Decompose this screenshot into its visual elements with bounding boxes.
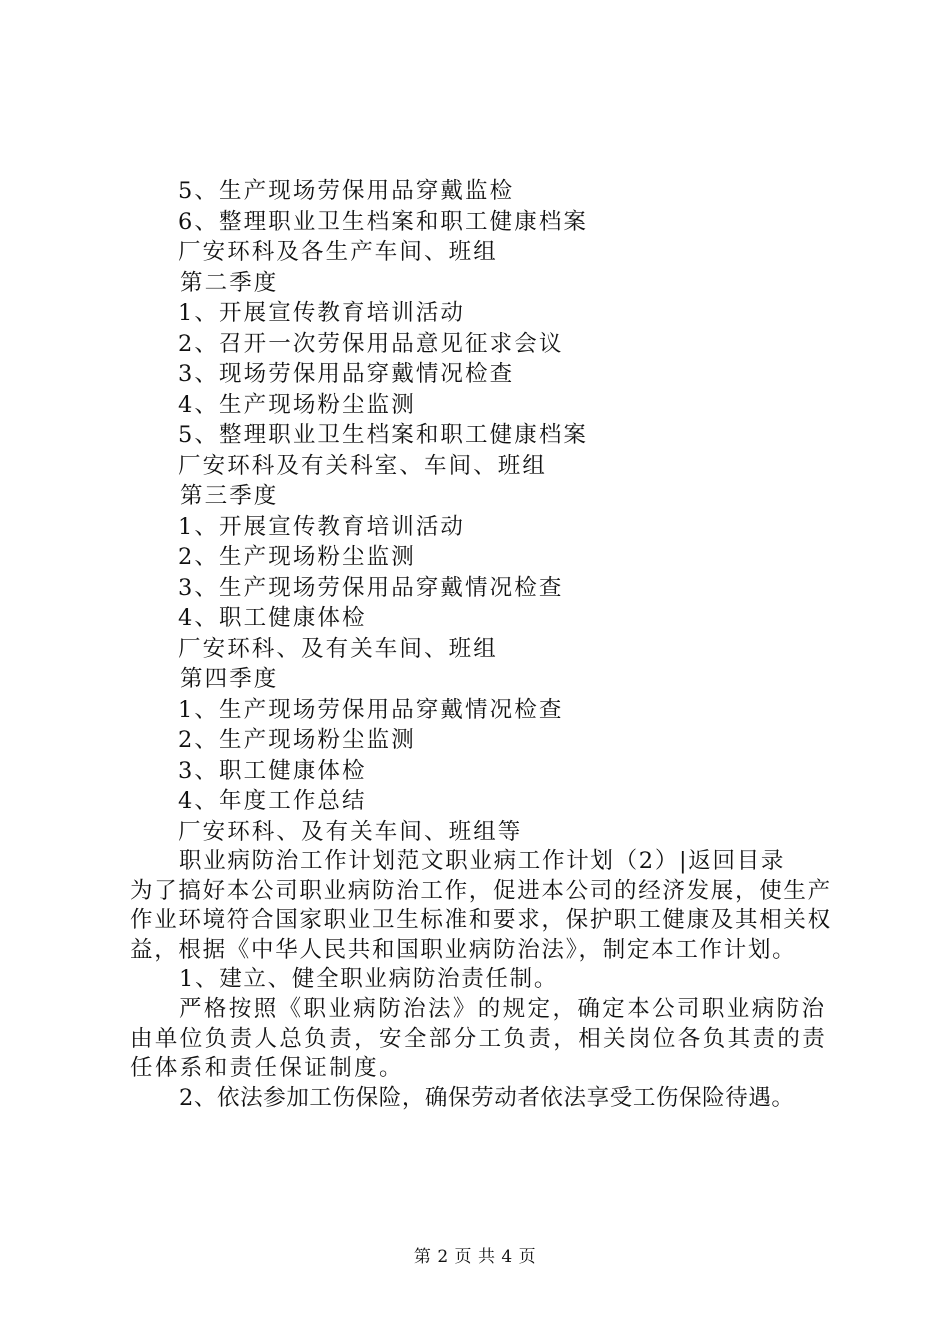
- list-item: 3、职工健康体检: [178, 757, 367, 784]
- page-number: 第 2 页 共 4 页: [413, 1247, 537, 1267]
- responsible-dept: 厂安环科及有关科室、车间、班组: [178, 452, 548, 479]
- list-item: 1、开展宣传教育培训活动: [178, 513, 466, 540]
- responsible-dept: 厂安环科及各生产车间、班组: [178, 239, 498, 265]
- list-item: 2、生产现场粉尘监测: [178, 727, 416, 753]
- intro-paragraph: 为了搞好本公司职业病防治工作，促进本公司的经济发展，使生产作业环境符合国家职业卫生标准和要求，保护职工健康及其相关权益，根据《中华人民共和国职业病防治法》，制定本工作计划。: [130, 877, 832, 963]
- list-item: 4、生产现场粉尘监测: [178, 391, 416, 418]
- body-text: [130, 847, 850, 1113]
- list-item: 3、现场劳保用品穿戴情况检查: [178, 361, 515, 387]
- responsible-dept: 厂安环科、及有关车间、班组等: [178, 818, 523, 845]
- quarter-heading: 第四季度: [180, 666, 279, 692]
- quarter-heading: 第二季度: [180, 269, 279, 296]
- responsible-dept: 厂安环科、及有关车间、班组: [178, 635, 498, 662]
- item-paragraph: 严格按照《职业病防治法》的规定，确定本公司职业病防治由单位负责人总负责，安全部分工负责，相关岗位各负其责的责任体系和责任保证制度。: [130, 995, 828, 1082]
- list-item: 2、召开一次劳保用品意见征求会议: [178, 330, 564, 357]
- list-item: 2、生产现场粉尘监测: [178, 544, 416, 570]
- list-item: 6、整理职业卫生档案和职工健康档案: [178, 208, 589, 235]
- list-item: 5、整理职业卫生档案和职工健康档案: [178, 422, 589, 448]
- schedule-list: [178, 176, 878, 847]
- list-item: 3、生产现场劳保用品穿戴情况检查: [178, 574, 564, 601]
- quarter-heading: 第三季度: [180, 483, 279, 509]
- section-heading-link[interactable]: 职业病防治工作计划范文职业病工作计划（2）|返回目录: [179, 848, 786, 874]
- list-item: 5、生产现场劳保用品穿戴监检: [178, 178, 515, 204]
- list-item: 1、生产现场劳保用品穿戴情况检查: [178, 696, 564, 723]
- list-item: 4、年度工作总结: [178, 788, 367, 814]
- list-item: 1、开展宣传教育培训活动: [178, 300, 466, 326]
- item-heading: 2、依法参加工伤保险，确保劳动者依法享受工伤保险待遇。: [179, 1084, 795, 1111]
- list-item: 4、职工健康体检: [178, 605, 367, 631]
- item-heading: 1、建立、健全职业病防治责任制。: [179, 966, 559, 993]
